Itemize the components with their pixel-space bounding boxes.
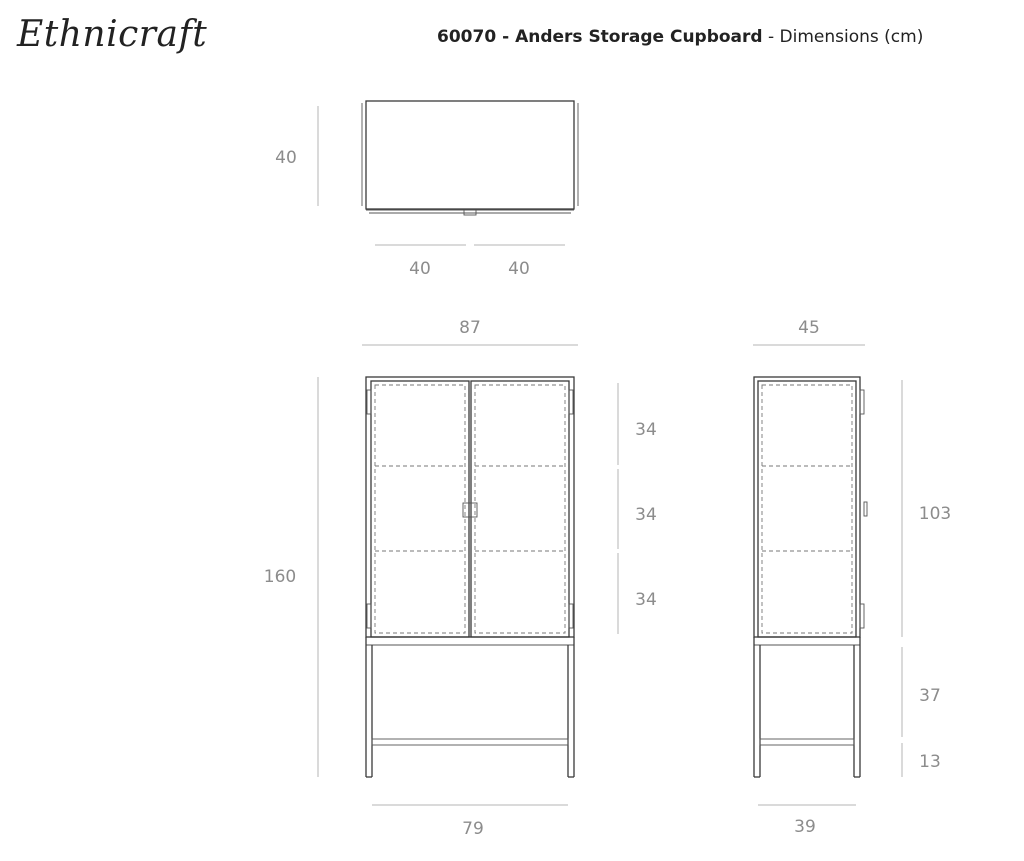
top-depth-label: 40 (275, 148, 297, 168)
left-door-glass (375, 385, 465, 633)
shelf-3-label: 34 (635, 590, 657, 610)
brand-logo: Ethnicraft (17, 14, 208, 55)
side-depth-top-label: 45 (798, 318, 820, 338)
product-name: Anders Storage Cupboard (515, 27, 763, 47)
front-left-door (371, 381, 469, 637)
top-door-left-label: 40 (409, 259, 431, 279)
top-door-right-label: 40 (508, 259, 530, 279)
top-view-body (366, 101, 574, 209)
top-view-handle (464, 210, 476, 215)
side-cabinet-frame (754, 377, 860, 637)
shelf-2-label: 34 (635, 505, 657, 525)
front-height-label: 160 (263, 567, 297, 587)
front-stretcher (372, 739, 568, 745)
front-right-door (471, 381, 569, 637)
front-cabinet-frame (366, 377, 574, 637)
side-cabinet-height-label: 103 (918, 504, 952, 524)
title-separator: - (496, 27, 516, 47)
side-leg-lower-label: 13 (919, 752, 941, 772)
front-width-bottom-label: 79 (462, 819, 484, 839)
shelf-1-label: 34 (635, 420, 657, 440)
title-suffix: - Dimensions (cm) (762, 27, 924, 47)
front-view (264, 318, 657, 839)
side-glass (762, 385, 852, 633)
side-panel (758, 381, 856, 637)
side-stretcher (760, 739, 854, 745)
side-depth-bottom-label: 39 (794, 817, 816, 837)
right-door-glass (475, 385, 565, 633)
top-view (275, 101, 578, 279)
side-handle (864, 502, 867, 516)
front-width-top-label: 87 (459, 318, 481, 338)
product-code: 60070 (437, 27, 497, 47)
side-leg-upper-label: 37 (919, 686, 941, 706)
side-view (753, 318, 951, 837)
